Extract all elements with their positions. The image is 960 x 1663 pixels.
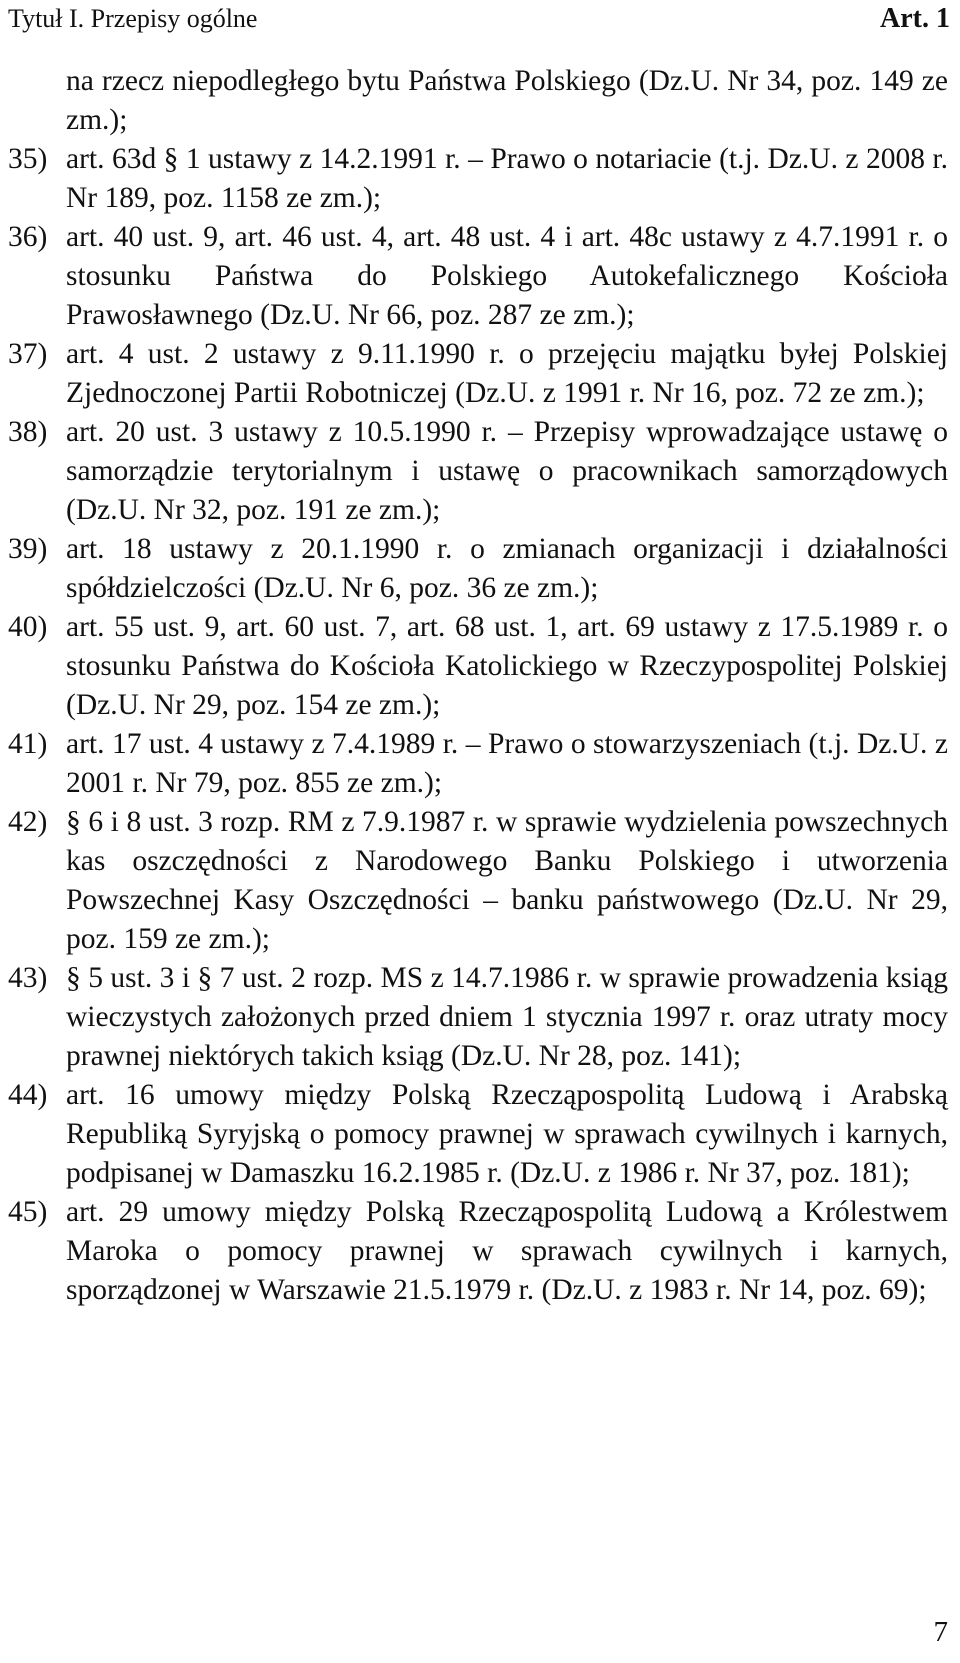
item-text: art. 29 umowy między Polską Rzecząpospolitą Ludową a Królestwem Maroka o pomocy prawnej w sprawach cywilnych i karnych, sporządzonej w Warszawie 21.5.1979 r. (Dz.U. z 1983 r. Nr 14, poz. 69); (66, 1196, 948, 1306)
item-number: 42) (8, 806, 48, 838)
article-heading: Art. 1 (880, 3, 950, 34)
item-number: 38) (8, 416, 48, 448)
item-text: § 5 ust. 3 i § 7 ust. 2 rozp. MS z 14.7.1986 r. w sprawie prowadzenia ksiąg wieczystych założonych przed dniem 1 stycznia 1997 r. oraz utraty mocy prawnej niektórych takich ksiąg (Dz.U. Nr 28, poz. 141); (66, 962, 948, 1072)
list-item (8, 1076, 948, 1193)
list-item (8, 140, 948, 218)
item-text: art. 40 ust. 9, art. 46 ust. 4, art. 48 ust. 4 i art. 48c ustawy z 4.7.1991 r. o stosunku Państwa do Polskiego Autokefalicznego Kościoła Prawosławnego (Dz.U. Nr 66, poz. 287 ze zm.); (66, 221, 948, 331)
item-text: art. 18 ustawy z 20.1.1990 r. o zmianach organizacji i działalności spółdzielczości (Dz.U. Nr 6, poz. 36 ze zm.); (66, 533, 948, 604)
page-number: 7 (933, 1616, 948, 1648)
item-text: art. 63d § 1 ustawy z 14.2.1991 r. – Prawo o notariacie (t.j. Dz.U. z 2008 r. Nr 189, poz. 1158 ze zm.); (66, 143, 948, 214)
item-text: art. 17 ust. 4 ustawy z 7.4.1989 r. – Prawo o stowarzyszeniach (t.j. Dz.U. z 2001 r. Nr 79, poz. 855 ze zm.); (66, 728, 948, 799)
list-item (8, 959, 948, 1076)
item-text: art. 55 ust. 9, art. 60 ust. 7, art. 68 ust. 1, art. 69 ustawy z 17.5.1989 r. o stosunku Państwa do Kościoła Katolickiego w Rzeczypospolitej Polskiej (Dz.U. Nr 29, poz. 154 ze zm.); (66, 611, 948, 721)
continued-item-text: na rzecz niepodległego bytu Państwa Polskiego (Dz.U. Nr 34, poz. 149 ze zm.); (66, 65, 948, 136)
list-item (8, 335, 948, 413)
list-item (8, 218, 948, 335)
item-text: § 6 i 8 ust. 3 rozp. RM z 7.9.1987 r. w sprawie wydzielenia powszechnych kas oszczędności z Narodowego Banku Polskiego i utworzenia Powszechnej Kasy Oszczędności – banku państwowego (Dz.U. Nr 29, poz. 159 ze zm.); (66, 806, 948, 955)
item-text: art. 20 ust. 3 ustawy z 10.5.1990 r. – Przepisy wprowadzające ustawę o samorządzie terytorialnym i ustawę o pracownikach samorządowych (Dz.U. Nr 32, poz. 191 ze zm.); (66, 416, 948, 526)
item-number: 45) (8, 1196, 48, 1228)
item-number: 35) (8, 143, 48, 175)
item-number: 41) (8, 728, 48, 760)
item-number: 37) (8, 338, 48, 370)
item-number: 39) (8, 533, 48, 565)
list-item (8, 530, 948, 608)
list-item (8, 725, 948, 803)
item-number: 44) (8, 1079, 48, 1111)
list-item (8, 1193, 948, 1310)
document-body (8, 62, 948, 1310)
list-item (8, 413, 948, 530)
list-item (8, 803, 948, 959)
section-title: Tytuł I. Przepisy ogólne (8, 4, 258, 33)
item-text: art. 16 umowy między Polską Rzecząpospolitą Ludową i Arabską Republiką Syryjską o pomocy prawnej w sprawach cywilnych i karnych, podpisanej w Damaszku 16.2.1985 r. (Dz.U. z 1986 r. Nr 37, poz. 181); (66, 1079, 948, 1189)
item-number: 36) (8, 221, 48, 253)
running-header (8, 2, 950, 36)
item-text: art. 4 ust. 2 ustawy z 9.11.1990 r. o przejęciu majątku byłej Polskiej Zjednoczonej Partii Robotniczej (Dz.U. z 1991 r. Nr 16, poz. 72 ze zm.); (66, 338, 948, 409)
item-number: 43) (8, 962, 48, 994)
list-item (8, 608, 948, 725)
item-number: 40) (8, 611, 48, 643)
